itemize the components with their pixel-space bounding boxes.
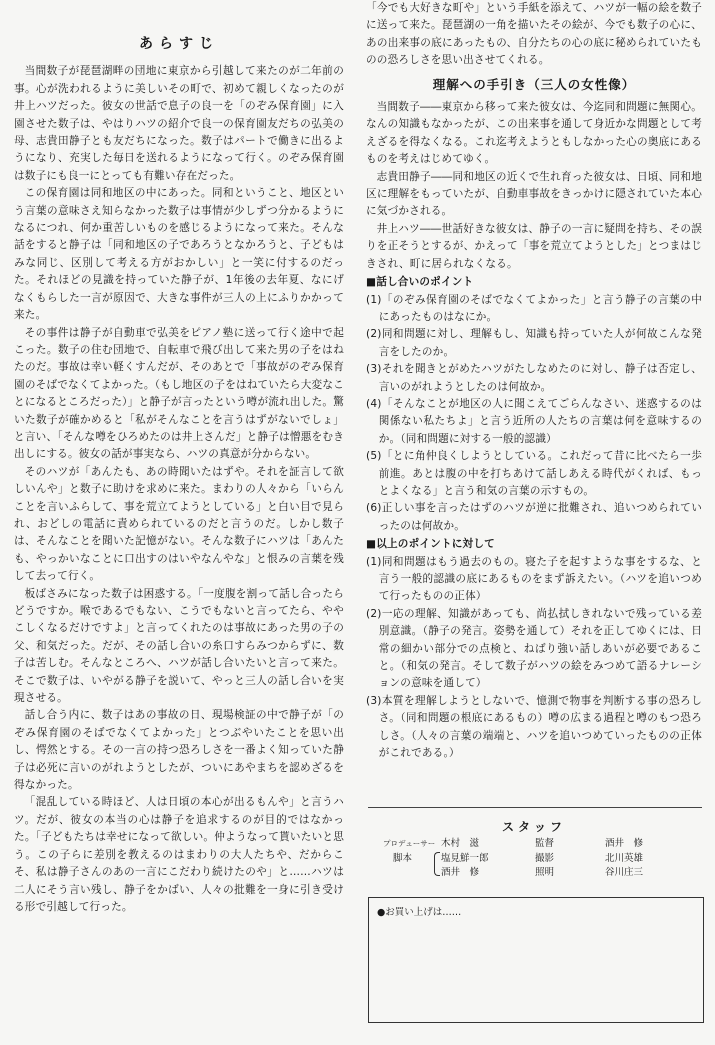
staff-role: 脚本 [393, 853, 413, 864]
character-description: 井上ハツ――世話好きな彼女は、静子の一言に疑問を持ち、その誤りを正そうとするが、かえって「事を荒立てようとした」とつまはじきされ、町に居られなくなる。 [366, 222, 702, 270]
staff-name: 塩見鮮一郎 [441, 853, 489, 864]
synopsis-paragraph: 「混乱している時ほど、人は日頃の本心が出るもんや」と言うハツ。だが、彼女の本当の心は静子を追求するのが目的ではなかった。「子どもたちは幸せになって欲しい。仲ようなって貰いたいと思う。この子らに差別を教えるのはまわりの大人たちや、だからこそ、私は静子さんのあの一言にこだわり続けたのや」と……ハツは二人にそう言い残し、静子をかばい、人々の批難を一身に引き受ける形で引越して行った。 [14, 796, 344, 913]
staff-name: 酒井 修 [605, 838, 644, 849]
purchase-label: ●お買い上げは…… [377, 907, 462, 918]
synopsis-paragraph-continued: 「今でも大好きな町や」という手紙を添えて、ハツが一幅の絵を数子に送って来た。琵琶湖の一角を描いたその絵が、今でも数子の心に、あの出来事の底にあったもの、自分たちの心の底に秘められていたものの恐ろしさを思い出させてくれる。 [366, 2, 702, 67]
synopsis-paragraph: 板ばさみになった数子は困惑する。「一度腹を割って話し合ったらどうですか。喉であるでもない、こうでもないと言ってたら、ややこしくなるだけですよ」と言ってくれたのは事故にあった男の子の父、和気だった。だが、その話し合いの糸口すらみつからずに、数子は苦しむ。そんなところへ、ハツが話し合いたいと言って来た。そこで数子は、いやがる静子を説いて、やっと三人の話し合いを実現させる。 [14, 587, 344, 705]
points-heading: ■話し合いのポイント [366, 276, 474, 289]
discussion-point: (6)正しい事を言ったはずのハツが逆に批難され、追いつめられていったのは何故か。 [366, 502, 702, 532]
staff-title: スタッフ [501, 820, 566, 834]
staff-divider [368, 807, 702, 808]
staff-name: 酒井 修 [441, 867, 480, 878]
synopsis-paragraph: その事件は静子が自動車で弘美をピアノ塾に送って行く途中で起こった。数子の住む団地で、自転車で飛び出して来た男の子をはねたのだ。事故は幸い軽くすんだが、そのあとで「事故がのぞみ保育園のそばでなくてよかった。（もし地区の子をはねていたら大変なことになるところだった）」と静子が言ったという噂が流れ出した。驚いた数子が確かめると「私がそんなことを言うはずがないでしょ」と言い、「そんな噂をひろめたのは井上さんだ」と静子は憎悪をむき出しにする。彼女の話が事実なら、ハツの真意が分からない。 [14, 326, 344, 461]
character-description: 当間数子――東京から移って来た彼女は、今迄同和問題に無関心。なんの知識もなかったが、この出来事を通して身近かな問題として考えざるを得なくなる。これ迄考えようともしなかった心の奥底にあるものを考えはじめてゆく。 [366, 101, 702, 166]
staff-role: プロデューサー [383, 839, 436, 848]
staff-role: 照明 [535, 867, 555, 878]
character-description: 志貴田静子――同和地区の近くで生れ育った彼女は、日頃、同和地区に理解をもっていたが、自動車事故をきっかけに隠されていた本心に気づかされる。 [366, 170, 702, 218]
synopsis-paragraph: この保育園は同和地区の中にあった。同和ということ、地区という言葉の意味さえ知らなかった数子は事情が少しずつ分かるようになるにつれ、何か重苦しいものを感じるようになって来た。そんな話をすると静子は「同和地区の子であろうとなかろうと、子どもはみな同じ、区別して考える方がおかしい」と一笑に付するのだった。それほどの見識を持っていた静子が、1年後の去年夏、なにげなくもらした一言が原因で、大きな事件が三人の上にふりかかって来た。 [14, 187, 344, 322]
staff-role: 監督 [535, 838, 555, 849]
staff-name: 木村 滋 [441, 838, 480, 849]
staff-role: 撮影 [535, 853, 555, 864]
purchase-box [368, 897, 704, 1023]
synopsis-paragraph: 話し合う内に、数子はあの事故の日、現場検証の中で静子が「のぞみ保育園のそばでなくてよかった」とつぶやいたことを思い出し、愕然とする。その一言の持つ恐ろしさを一番よく知っていた静子は必死に言いのがれようとしたが、ついにあやまちを認めざるを得なかった。 [14, 709, 344, 792]
remark-item: (3)本質を理解しようとしないで、憶測で物事を判断する事の恐ろしさ。（同和問題の根底にあるもの）噂の広まる過程と噂のもつ恐ろしさ。（人々の言葉の端端と、ハツを追いつめていったものの正体がこれである。） [366, 694, 702, 760]
remark-item: (1)同和問題はもう過去のもの。寝た子を起すような事をするな、と言う一般的認識の底にあるものをまず訴えたい。（ハツを追いつめて行ったものの正体） [366, 555, 702, 603]
synopsis-column [14, 0, 344, 916]
remarks-heading: ■以上のポイントに対して [366, 538, 495, 551]
remark-item: (2)一応の理解、知識があっても、尚払拭しきれないで残っている差別意識。（静子の発言。姿勢を通して）それを正してゆくには、日常の細かい部分での点検と、ねばり強い話しあいが必要であること。（和気の発言。そして数子がハツの絵をみつめて語るナレーションの意味を通して） [366, 607, 702, 690]
guide-column [366, 0, 702, 762]
discussion-point: (2)同和問題に対し、理解もし、知識も持っていた人が何故こんな発言をしたのか。 [366, 328, 702, 358]
discussion-point: (4)「そんなことが地区の人に聞こえてごらんなさい、迷惑するのは関係ない私たちよ」と言う近所の人たちの言葉は何を意味するのか。（同和問題に対する一般的認識） [366, 397, 702, 445]
brace-icon [434, 852, 440, 876]
staff-name: 北川英雄 [605, 853, 644, 864]
staff-name: 谷川庄三 [605, 867, 644, 878]
discussion-point: (3)それを聞きとがめたハツがたしなめたのに対し、静子は否定し、言いのがれようとしたのは何故か。 [366, 363, 702, 393]
synopsis-paragraph: そのハツが「あんたも、あの時聞いたはずや。それを証言して欲しいんや」と数子に助けを求めに来た。まわりの人々から「いらんことを言いふらして、事を荒立てようとしている」と白い目で見られ、おどしの電話に責められているのだと言うのだ。しかし数子は、そんなことを聞いた記憶がない。そんな数子にハツは「あんたも、やっかいなことに口出すのはいやなんやな」と恨みの言葉を残して去って行く。 [14, 465, 344, 583]
synopsis-paragraph: 当間数子が琵琶湖畔の団地に東京から引越して来たのが二年前の事。心が洗われるように美しいその町で、初めて親しくなったのが井上ハツだった。彼女の世話で息子の良一を「のぞみ保育園」に入園させた数子は、やはりハツの紹介で良一の保育園友だちの弘美の母、志貴田静子とも友だちになった。数子はパートで働きに出るようになり、充実した毎日を送れるようになって行く。のぞみ保育園は数子にも良一にとっても有難い存在だった。 [14, 65, 344, 182]
discussion-point: (5)「とに角仲良くしようとしている。これだって昔に比べたら一歩前進。あとは腹の中を打ちあけて話しあえる時代がくれば、もっとよくなる」と言う和気の言葉の示すもの。 [366, 450, 702, 497]
synopsis-title: あらすじ [139, 36, 219, 52]
discussion-point: (1)「のぞみ保育園のそばでなくてよかった」と言う静子の言葉の中にあったものはなにか。 [366, 293, 702, 323]
guide-title: 理解への手引き（三人の女性像） [432, 76, 636, 92]
